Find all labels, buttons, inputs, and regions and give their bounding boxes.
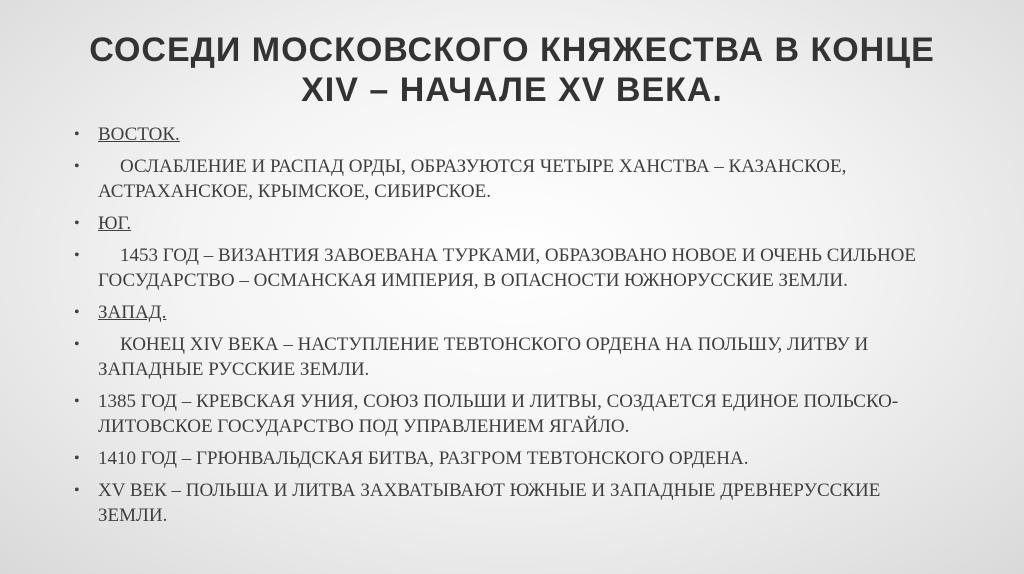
list-item-text: 1385 ГОД – КРЕВСКАЯ УНИЯ, СОЮЗ ПОЛЬШИ И ЛИТВЫ, СОЗДАЕТСЯ ЕДИНОЕ ПОЛЬСКО-ЛИТОВСКОЕ ГОСУДАРСТВО ПОД УПРАВЛЕНИЕМ ЯГАЙЛО.	[98, 391, 899, 437]
bullet-icon: •	[74, 126, 80, 143]
bullet-icon: •	[74, 247, 80, 264]
bullet-icon: •	[74, 336, 80, 353]
list-item	[68, 332, 948, 382]
slide-title-line-2: XIV – НАЧАЛЕ XV ВЕКА.	[301, 71, 723, 109]
list-item-text: 1453 ГОД – ВИЗАНТИЯ ЗАВОЕВАНА ТУРКАМИ, ОБРАЗОВАНО НОВОЕ И ОЧЕНЬ СИЛЬНОЕ ГОСУДАРСТВО – ОСМАНСКАЯ ИМПЕРИЯ, В ОПАСНОСТИ ЮЖНОРУССКИЕ ЗЕМЛИ.	[98, 245, 916, 291]
bullet-icon: •	[74, 158, 80, 175]
slide-title-line-1: СОСЕДИ МОСКОВСКОГО КНЯЖЕСТВА В КОНЦЕ	[89, 31, 935, 69]
list-item	[68, 122, 948, 147]
bullet-icon: •	[74, 482, 80, 499]
section-heading-south: ЮГ.	[98, 213, 132, 234]
list-item-text: XV ВЕК – ПОЛЬША И ЛИТВА ЗАХВАТЫВАЮТ ЮЖНЫЕ И ЗАПАДНЫЕ ДРЕВНЕРУССКИЕ ЗЕМЛИ.	[98, 480, 881, 526]
list-item	[68, 389, 948, 439]
bullet-list	[68, 122, 948, 535]
bullet-icon: •	[74, 215, 80, 232]
list-item	[68, 243, 948, 293]
list-item-text: ОСЛАБЛЕНИЕ И РАСПАД ОРДЫ, ОБРАЗУЮТСЯ ЧЕТЫРЕ ХАНСТВА – КАЗАНСКОЕ, АСТРАХАНСКОЕ, КРЫМСКОЕ, СИБИРСКОЕ.	[98, 156, 847, 202]
list-item	[68, 300, 948, 325]
slide-title	[60, 30, 964, 110]
section-heading-west: ЗАПАД.	[98, 302, 167, 323]
list-item	[68, 478, 948, 528]
section-heading-east: ВОСТОК.	[98, 124, 180, 145]
bullet-icon: •	[74, 304, 80, 321]
bullet-icon: •	[74, 450, 80, 467]
list-item-text: 1410 ГОД – ГРЮНВАЛЬДСКАЯ БИТВА, РАЗГРОМ ТЕВТОНСКОГО ОРДЕНА.	[98, 448, 749, 469]
list-item	[68, 446, 948, 471]
bullet-icon: •	[74, 393, 80, 410]
list-item-text: КОНЕЦ XIV ВЕКА – НАСТУПЛЕНИЕ ТЕВТОНСКОГО ОРДЕНА НА ПОЛЬШУ, ЛИТВУ И ЗАПАДНЫЕ РУССКИЕ ЗЕМЛИ.	[98, 334, 869, 380]
list-item	[68, 211, 948, 236]
list-item	[68, 154, 948, 204]
